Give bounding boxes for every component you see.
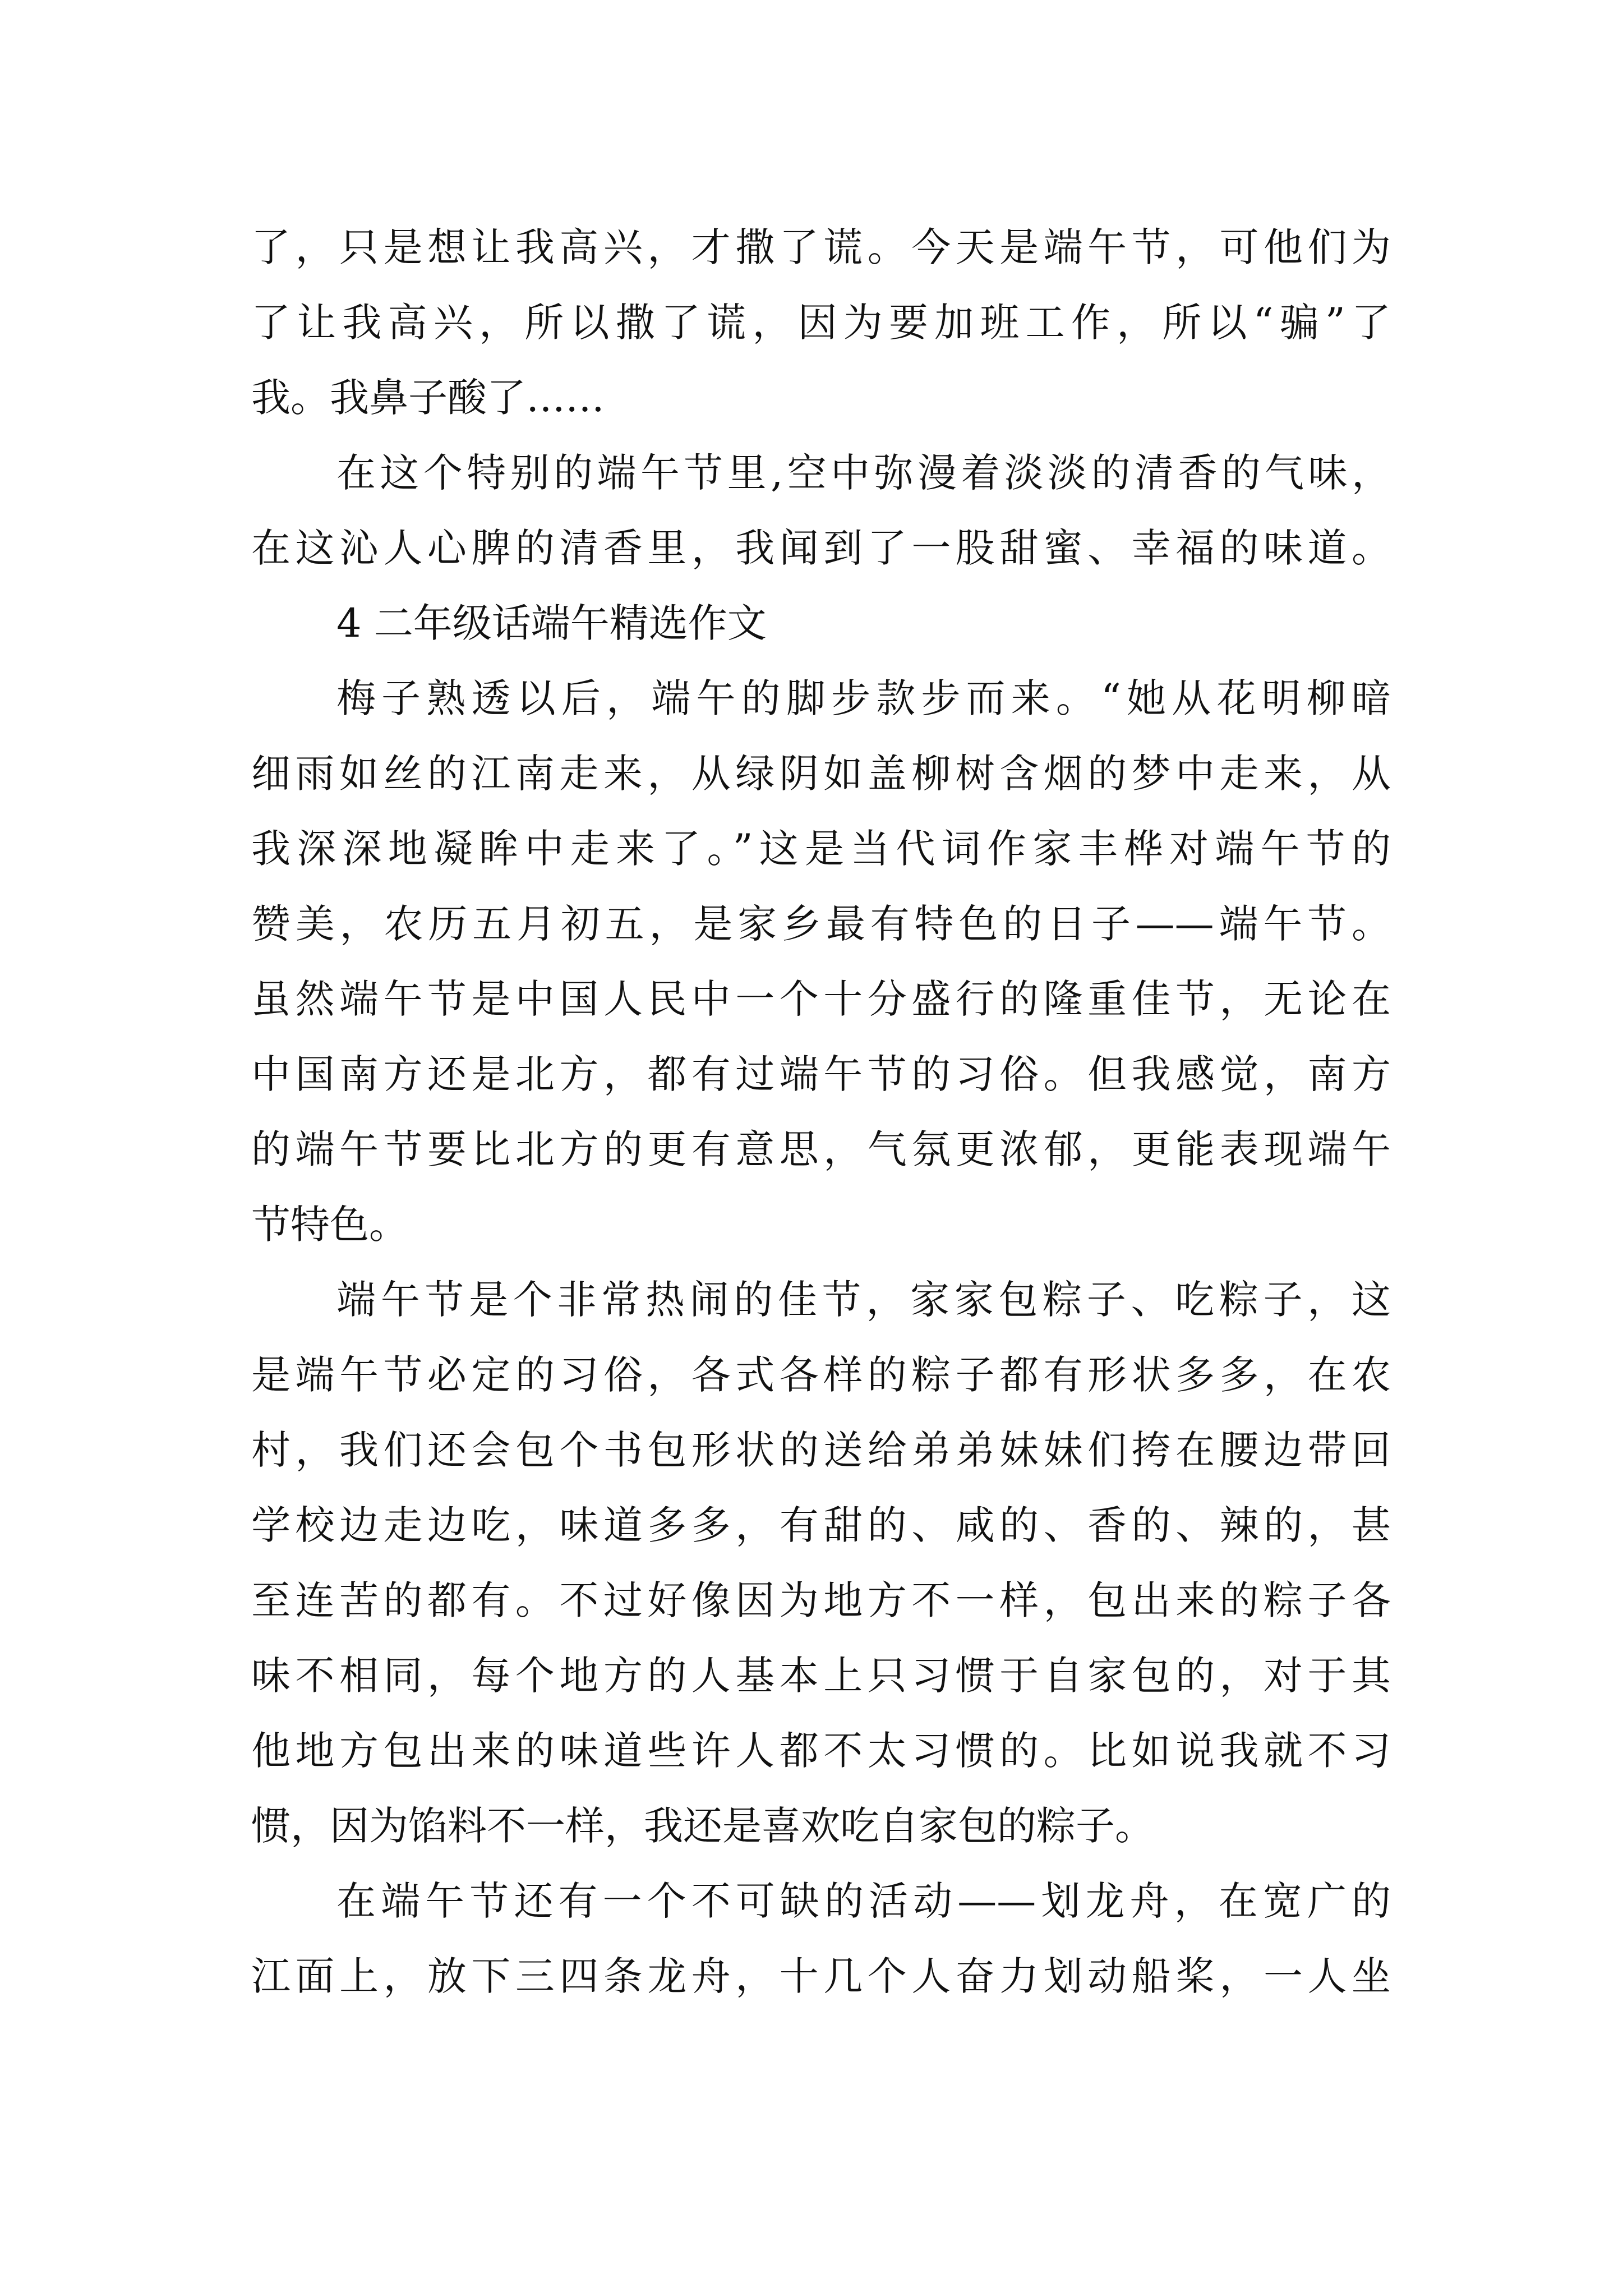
section-heading: 4 二年级话端午精选作文: [336, 600, 767, 646]
body-text-line: 至连苦的都有。不过好像因为地方不一样，包出来的粽子各: [251, 1577, 1391, 1623]
body-text-line: 在这个特别的端午节里,空中弥漫着淡淡的清香的气味，: [336, 450, 1391, 496]
body-text-line: 学校边走边吃，味道多多，有甜的、咸的、香的、辣的，甚: [251, 1502, 1391, 1548]
body-text-line: 中国南方还是北方，都有过端午节的习俗。但我感觉，南方: [251, 1051, 1391, 1097]
body-text-line: 细雨如丝的江南走来，从绿阴如盖柳树含烟的梦中走来，从: [251, 751, 1391, 797]
body-text-line: 赞美，农历五月初五，是家乡最有特色的日子——端午节。: [251, 901, 1391, 947]
body-text-line: 在端午节还有一个不可缺的活动——划龙舟，在宽广的: [336, 1878, 1391, 1924]
body-text-line: 我深深地凝眸中走来了。”这是当代词作家丰桦对端午节的: [251, 826, 1391, 872]
body-text-line: 味不相同，每个地方的人基本上只习惯于自家包的，对于其: [251, 1653, 1391, 1699]
body-text-line: 他地方包出来的味道些许人都不太习惯的。比如说我就不习: [251, 1728, 1391, 1774]
body-text-line: 的端午节要比北方的更有意思，气氛更浓郁，更能表现端午: [251, 1126, 1391, 1172]
body-text-line: 节特色。: [251, 1202, 408, 1248]
body-text-line: 惯，因为馅料不一样，我还是喜欢吃自家包的粽子。: [251, 1803, 1154, 1849]
body-text-line: 我。我鼻子酸了……: [251, 375, 605, 421]
body-text-line: 梅子熟透以后，端午的脚步款步而来。“她从花明柳暗: [336, 675, 1391, 721]
body-text-line: 是端午节必定的习俗，各式各样的粽子都有形状多多，在农: [251, 1352, 1391, 1398]
body-text-line: 虽然端午节是中国人民中一个十分盛行的隆重佳节，无论在: [251, 976, 1391, 1022]
body-text-line: 端午节是个非常热闹的佳节，家家包粽子、吃粽子，这: [336, 1277, 1391, 1323]
body-text-line: 了让我高兴，所以撒了谎，因为要加班工作，所以“骗”了: [251, 300, 1391, 346]
body-text-line: 村，我们还会包个书包形状的送给弟弟妹妹们挎在腰边带回: [251, 1427, 1391, 1473]
body-text-line: 了，只是想让我高兴，才撒了谎。今天是端午节，可他们为: [251, 224, 1391, 270]
body-text-line: 江面上，放下三四条龙舟，十几个人奋力划动船桨，一人坐: [251, 1953, 1391, 1999]
body-text-line: 在这沁人心脾的清香里，我闻到了一股甜蜜、幸福的味道。: [251, 525, 1391, 571]
